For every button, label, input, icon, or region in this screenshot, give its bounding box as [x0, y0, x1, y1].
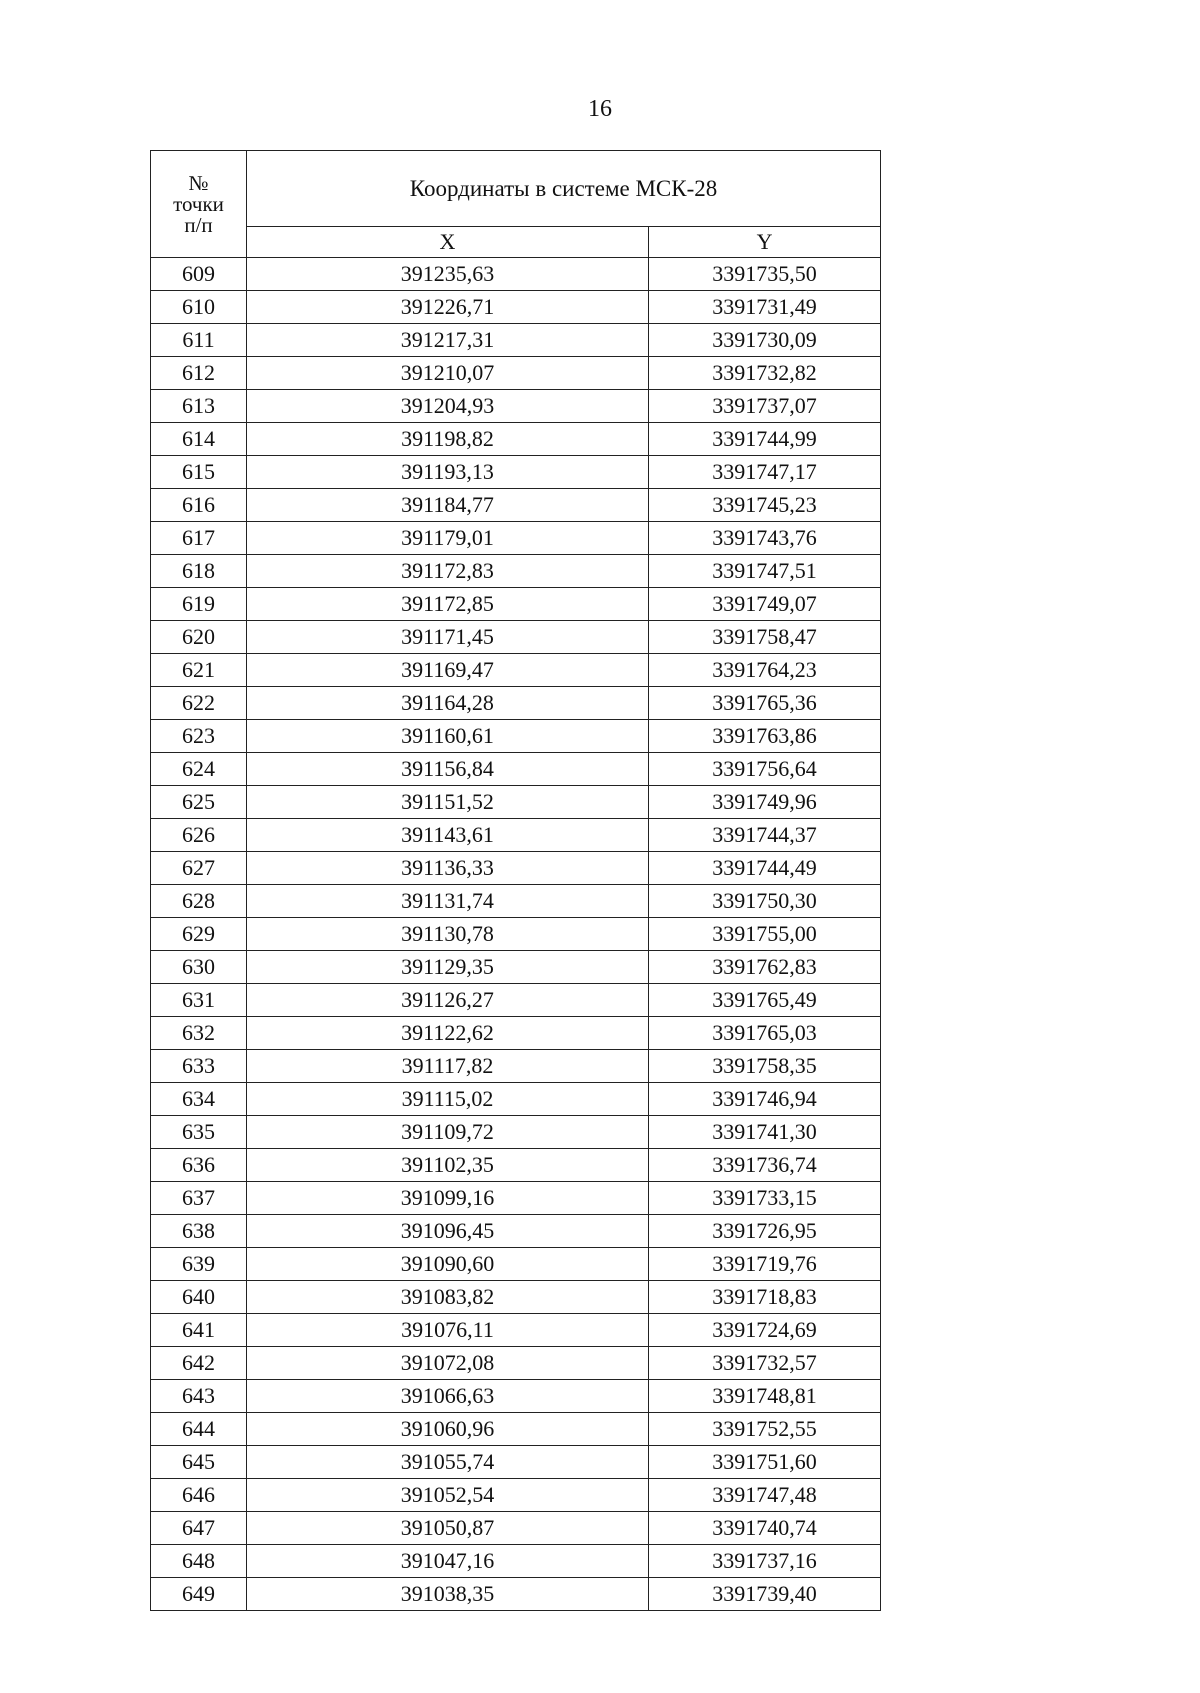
- point-number-cell: 620: [151, 621, 247, 654]
- table-row: [151, 885, 881, 918]
- x-coordinate-cell: 391117,82: [247, 1050, 649, 1083]
- x-coordinate-cell: 391131,74: [247, 885, 649, 918]
- y-coordinate-cell: 3391764,23: [649, 654, 881, 687]
- table-row: [151, 357, 881, 390]
- point-number-cell: 621: [151, 654, 247, 687]
- point-number-cell: 628: [151, 885, 247, 918]
- y-coordinate-cell: 3391765,36: [649, 687, 881, 720]
- x-coordinate-cell: 391235,63: [247, 258, 649, 291]
- table-row: [151, 423, 881, 456]
- y-coordinate-cell: 3391747,17: [649, 456, 881, 489]
- point-number-cell: 626: [151, 819, 247, 852]
- table-row: [151, 1215, 881, 1248]
- point-number-cell: 611: [151, 324, 247, 357]
- table-row: [151, 852, 881, 885]
- x-coordinate-cell: 391090,60: [247, 1248, 649, 1281]
- x-coordinate-cell: 391102,35: [247, 1149, 649, 1182]
- x-coordinate-cell: 391172,85: [247, 588, 649, 621]
- x-coordinate-cell: 391099,16: [247, 1182, 649, 1215]
- y-coordinate-cell: 3391746,94: [649, 1083, 881, 1116]
- y-coordinate-cell: 3391726,95: [649, 1215, 881, 1248]
- table-row: [151, 456, 881, 489]
- y-coordinate-cell: 3391730,09: [649, 324, 881, 357]
- table-row: [151, 1545, 881, 1578]
- x-coordinate-cell: 391143,61: [247, 819, 649, 852]
- x-coordinate-cell: 391109,72: [247, 1116, 649, 1149]
- y-coordinate-cell: 3391744,37: [649, 819, 881, 852]
- table-row: [151, 1578, 881, 1611]
- point-number-cell: 633: [151, 1050, 247, 1083]
- y-coordinate-cell: 3391755,00: [649, 918, 881, 951]
- x-coordinate-cell: 391129,35: [247, 951, 649, 984]
- table-row: [151, 753, 881, 786]
- point-number-cell: 615: [151, 456, 247, 489]
- point-number-cell: 609: [151, 258, 247, 291]
- y-coordinate-cell: 3391745,23: [649, 489, 881, 522]
- coordinates-system-header: Координаты в системе МСК-28: [247, 151, 881, 227]
- coordinates-table: [150, 150, 881, 1611]
- point-number-cell: 648: [151, 1545, 247, 1578]
- y-coordinate-cell: 3391732,57: [649, 1347, 881, 1380]
- point-number-cell: 641: [151, 1314, 247, 1347]
- number-sign: №: [188, 170, 209, 195]
- y-coordinate-cell: 3391744,99: [649, 423, 881, 456]
- y-coordinate-cell: 3391756,64: [649, 753, 881, 786]
- point-number-cell: 632: [151, 1017, 247, 1050]
- point-number-cell: 649: [151, 1578, 247, 1611]
- x-coordinate-cell: 391204,93: [247, 390, 649, 423]
- x-coordinate-cell: 391050,87: [247, 1512, 649, 1545]
- y-coordinate-cell: 3391758,47: [649, 621, 881, 654]
- table-row: [151, 654, 881, 687]
- x-coordinate-cell: 391210,07: [247, 357, 649, 390]
- page-number: 16: [588, 96, 612, 122]
- table-header: [151, 151, 881, 258]
- y-coordinate-cell: 3391762,83: [649, 951, 881, 984]
- x-coordinate-cell: 391164,28: [247, 687, 649, 720]
- point-number-cell: 622: [151, 687, 247, 720]
- point-number-cell: 623: [151, 720, 247, 753]
- point-number-cell: 638: [151, 1215, 247, 1248]
- point-number-cell: 614: [151, 423, 247, 456]
- point-number-cell: 640: [151, 1281, 247, 1314]
- point-number-cell: 616: [151, 489, 247, 522]
- table-row: [151, 390, 881, 423]
- table-row: [151, 1413, 881, 1446]
- y-coordinate-cell: 3391750,30: [649, 885, 881, 918]
- x-coordinate-cell: 391055,74: [247, 1446, 649, 1479]
- point-number-cell: 647: [151, 1512, 247, 1545]
- y-coordinate-cell: 3391718,83: [649, 1281, 881, 1314]
- x-coordinate-cell: 391193,13: [247, 456, 649, 489]
- y-coordinate-cell: 3391739,40: [649, 1578, 881, 1611]
- table-row: [151, 324, 881, 357]
- table-row: [151, 720, 881, 753]
- table-row: [151, 1149, 881, 1182]
- point-number-cell: 631: [151, 984, 247, 1017]
- point-number-cell: 627: [151, 852, 247, 885]
- table-row: [151, 258, 881, 291]
- x-column-header: X: [247, 227, 649, 258]
- table-row: [151, 522, 881, 555]
- y-coordinate-cell: 3391747,48: [649, 1479, 881, 1512]
- point-number-cell: 645: [151, 1446, 247, 1479]
- table-body: [151, 258, 881, 1611]
- point-number-cell: 630: [151, 951, 247, 984]
- y-coordinate-cell: 3391751,60: [649, 1446, 881, 1479]
- y-coordinate-cell: 3391747,51: [649, 555, 881, 588]
- point-number-cell: 637: [151, 1182, 247, 1215]
- y-coordinate-cell: 3391749,96: [649, 786, 881, 819]
- point-word: точки: [173, 191, 224, 216]
- x-coordinate-cell: 391047,16: [247, 1545, 649, 1578]
- point-number-cell: 646: [151, 1479, 247, 1512]
- x-coordinate-cell: 391184,77: [247, 489, 649, 522]
- point-number-cell: 619: [151, 588, 247, 621]
- x-coordinate-cell: 391151,52: [247, 786, 649, 819]
- table-row: [151, 819, 881, 852]
- table-row: [151, 984, 881, 1017]
- point-number-cell: 643: [151, 1380, 247, 1413]
- table-row: [151, 687, 881, 720]
- y-coordinate-cell: 3391737,07: [649, 390, 881, 423]
- y-coordinate-cell: 3391736,74: [649, 1149, 881, 1182]
- x-coordinate-cell: 391130,78: [247, 918, 649, 951]
- x-coordinate-cell: 391126,27: [247, 984, 649, 1017]
- table-row: [151, 1446, 881, 1479]
- table-row: [151, 291, 881, 324]
- ordinal-abbrev: п/п: [184, 212, 213, 237]
- y-coordinate-cell: 3391765,49: [649, 984, 881, 1017]
- point-number-cell: 610: [151, 291, 247, 324]
- y-coordinate-cell: 3391763,86: [649, 720, 881, 753]
- x-coordinate-cell: 391060,96: [247, 1413, 649, 1446]
- table-row: [151, 1347, 881, 1380]
- point-number-cell: 612: [151, 357, 247, 390]
- table-row: [151, 786, 881, 819]
- table-row: [151, 1248, 881, 1281]
- y-coordinate-cell: 3391737,16: [649, 1545, 881, 1578]
- point-number-cell: 629: [151, 918, 247, 951]
- point-number-cell: 634: [151, 1083, 247, 1116]
- point-number-cell: 639: [151, 1248, 247, 1281]
- y-coordinate-cell: 3391741,30: [649, 1116, 881, 1149]
- point-number-cell: 613: [151, 390, 247, 423]
- x-coordinate-cell: 391169,47: [247, 654, 649, 687]
- point-number-cell: 618: [151, 555, 247, 588]
- x-coordinate-cell: 391083,82: [247, 1281, 649, 1314]
- table-row: [151, 588, 881, 621]
- table-row: [151, 918, 881, 951]
- x-coordinate-cell: 391172,83: [247, 555, 649, 588]
- x-coordinate-cell: 391096,45: [247, 1215, 649, 1248]
- table-row: [151, 951, 881, 984]
- table-row: [151, 1512, 881, 1545]
- x-coordinate-cell: 391156,84: [247, 753, 649, 786]
- table-row: [151, 621, 881, 654]
- y-coordinate-cell: 3391724,69: [649, 1314, 881, 1347]
- table-row: [151, 1017, 881, 1050]
- x-coordinate-cell: 391179,01: [247, 522, 649, 555]
- table-row: [151, 1314, 881, 1347]
- x-coordinate-cell: 391052,54: [247, 1479, 649, 1512]
- point-number-cell: 617: [151, 522, 247, 555]
- x-coordinate-cell: 391171,45: [247, 621, 649, 654]
- table-row: [151, 1050, 881, 1083]
- x-coordinate-cell: 391066,63: [247, 1380, 649, 1413]
- x-coordinate-cell: 391198,82: [247, 423, 649, 456]
- x-coordinate-cell: 391038,35: [247, 1578, 649, 1611]
- x-coordinate-cell: 391136,33: [247, 852, 649, 885]
- table-row: [151, 1116, 881, 1149]
- x-coordinate-cell: 391160,61: [247, 720, 649, 753]
- y-coordinate-cell: 3391744,49: [649, 852, 881, 885]
- x-coordinate-cell: 391122,62: [247, 1017, 649, 1050]
- y-coordinate-cell: 3391752,55: [649, 1413, 881, 1446]
- table-row: [151, 555, 881, 588]
- y-coordinate-cell: 3391731,49: [649, 291, 881, 324]
- point-number-cell: 635: [151, 1116, 247, 1149]
- y-coordinate-cell: 3391740,74: [649, 1512, 881, 1545]
- x-coordinate-cell: 391226,71: [247, 291, 649, 324]
- table-row: [151, 1182, 881, 1215]
- y-coordinate-cell: 3391749,07: [649, 588, 881, 621]
- point-number-cell: 642: [151, 1347, 247, 1380]
- y-coordinate-cell: 3391743,76: [649, 522, 881, 555]
- table-row: [151, 1083, 881, 1116]
- point-number-cell: 636: [151, 1149, 247, 1182]
- point-number-cell: 644: [151, 1413, 247, 1446]
- table-row: [151, 1281, 881, 1314]
- point-number-header: [151, 151, 247, 258]
- y-coordinate-cell: 3391765,03: [649, 1017, 881, 1050]
- x-coordinate-cell: 391072,08: [247, 1347, 649, 1380]
- y-coordinate-cell: 3391732,82: [649, 357, 881, 390]
- y-coordinate-cell: 3391735,50: [649, 258, 881, 291]
- y-coordinate-cell: 3391748,81: [649, 1380, 881, 1413]
- y-coordinate-cell: 3391758,35: [649, 1050, 881, 1083]
- table-row: [151, 1380, 881, 1413]
- point-number-cell: 624: [151, 753, 247, 786]
- y-column-header: Y: [649, 227, 881, 258]
- x-coordinate-cell: 391076,11: [247, 1314, 649, 1347]
- y-coordinate-cell: 3391733,15: [649, 1182, 881, 1215]
- y-coordinate-cell: 3391719,76: [649, 1248, 881, 1281]
- table-row: [151, 489, 881, 522]
- point-number-cell: 625: [151, 786, 247, 819]
- x-coordinate-cell: 391115,02: [247, 1083, 649, 1116]
- table-row: [151, 1479, 881, 1512]
- x-coordinate-cell: 391217,31: [247, 324, 649, 357]
